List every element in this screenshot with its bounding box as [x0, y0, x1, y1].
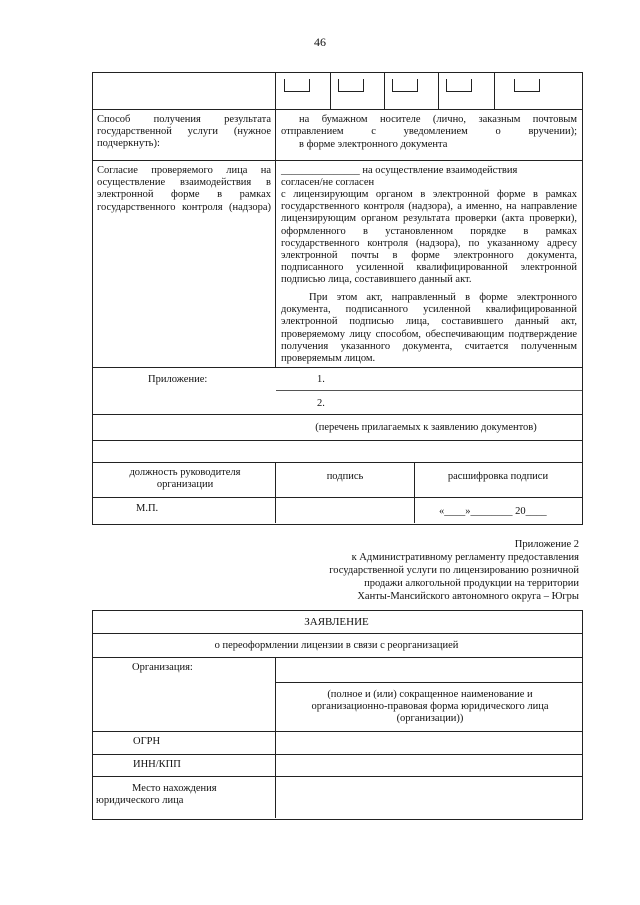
- signature-position: должность руководителя организации: [129, 467, 241, 491]
- attachment-item-2: 2.: [317, 398, 325, 409]
- signature-decoding: расшифровка подписи: [447, 471, 549, 482]
- appendix-line-4: Ханты-Мансийского автономного округа – Югры: [357, 591, 579, 602]
- digit-cell-2[interactable]: [338, 79, 364, 92]
- method-label: Способ получения результата государственной услуги (нужное подчеркнуть):: [97, 114, 271, 150]
- organization-caption: (полное и (или) сокращенное наименование и организационно-правовая форма юридического лица (организации)): [311, 689, 549, 725]
- digit-cell-1[interactable]: [284, 79, 310, 92]
- consent-label: Согласие проверяемого лица на осуществление взаимодействия в электронной форме в рамках государственного контроля (надзора): [97, 165, 271, 213]
- method-option-paper[interactable]: на бумажном носителе (лично, заказным почтовым отправлением с уведомлением о вручении);: [281, 114, 577, 138]
- method-option-electronic[interactable]: в форме электронного документа: [299, 139, 448, 150]
- date-field[interactable]: «____»________ 20____: [439, 506, 547, 517]
- digit-cell-3[interactable]: [392, 79, 418, 92]
- address-label: Место нахождения юридического лица: [96, 783, 217, 807]
- digit-cell-4[interactable]: [446, 79, 472, 92]
- appendix-line-3: продажи алкогольной продукции на территории: [364, 578, 579, 589]
- stamp-placeholder: М.П.: [136, 503, 159, 514]
- consent-line[interactable]: _______________ на осуществление взаимодействия: [281, 165, 518, 176]
- organization-label: Организация:: [132, 662, 193, 673]
- form-subheading: о переоформлении лицензии в связи с реорганизацией: [214, 640, 459, 651]
- attachment-caption: (перечень прилагаемых к заявлению документов): [315, 422, 537, 433]
- attachment-label: Приложение:: [148, 374, 208, 385]
- appendix-title: Приложение 2: [514, 539, 579, 550]
- appendix-line-2: государственной услуги по лицензированию розничной: [329, 565, 579, 576]
- inn-kpp-input[interactable]: [276, 755, 581, 775]
- appendix-line-1: к Административному регламенту предоставления: [351, 552, 579, 563]
- ogrn-label: ОГРН: [133, 736, 161, 747]
- consent-paragraph-2: При этом акт, направленный в форме электронного документа, подписанного усиленной квалифицированной электронной подписью лица, составившего данный акт, проверяемому лицу способом, обеспечивающим подтверждение получения указанного документа, считается полученным проверяемым лицом.: [281, 292, 577, 365]
- organization-input[interactable]: [276, 658, 581, 681]
- consent-choice: согласен/не согласен: [281, 177, 375, 188]
- page-number: 46: [314, 35, 326, 49]
- digit-cell-5[interactable]: [514, 79, 540, 92]
- ogrn-input[interactable]: [276, 732, 581, 753]
- attachment-item-1: 1.: [317, 374, 325, 385]
- consent-paragraph-1: с лицензирующим органом в электронной форме в рамках государственного контроля (надзора), а именно, на направление лицензирующим органом результата проверки (акта проверки), оформленного в установленном порядке в рамках государственного контроля (надзора), по указанному адресу электронной почты в форме электронного документа, подписанного усиленной квалифицированной электронной подписью лица, составившего данный акт.: [281, 189, 577, 286]
- signature-sign: подпись: [326, 471, 364, 482]
- inn-kpp-label: ИНН/КПП: [133, 759, 181, 770]
- address-input[interactable]: [276, 777, 581, 817]
- form-heading: ЗАЯВЛЕНИЕ: [304, 616, 369, 628]
